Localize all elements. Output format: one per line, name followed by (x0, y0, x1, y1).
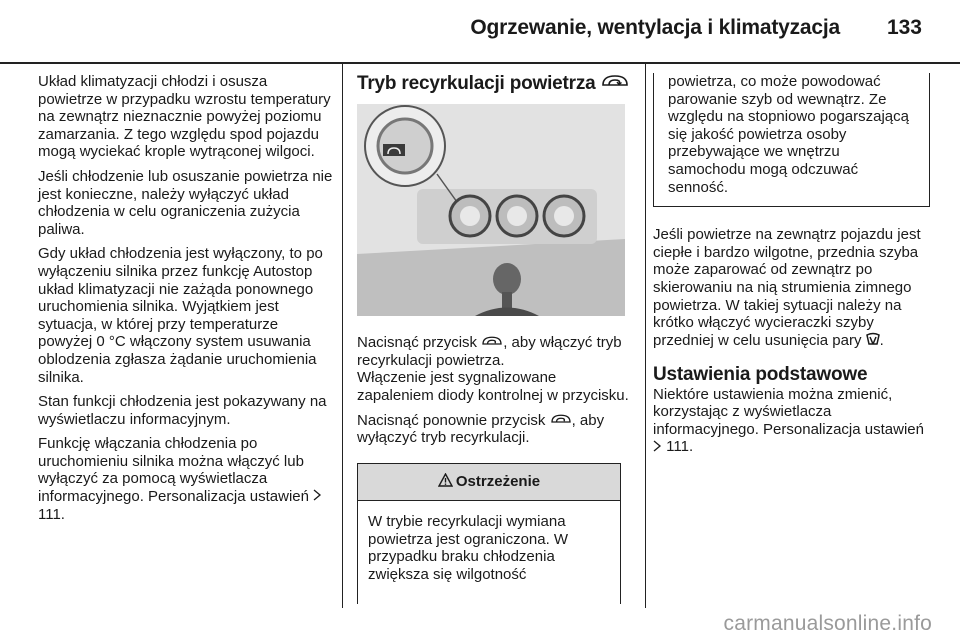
paragraph (653, 386, 928, 457)
warning-text: W trybie recyrkulacji wymiana powietrza jest ograniczona. W przypadku braku chłodzenia zwiększa się wilgotność (368, 513, 569, 583)
paragraph-text: , aby wyłączyć tryb recyrkulacji. (357, 411, 605, 447)
column-3 (653, 73, 928, 463)
paragraph: Układ klimatyzacji chłodzi i osusza powietrze w przypadku wzrostu temperatury na zewnątrz nieznacznie powyżej poziomu zamarzania. Z tego względu spod pojazdu mogą wyciekać krople wytrąconej wilgoci. (38, 73, 331, 161)
paragraph-text: Nacisnąć przycisk (357, 334, 478, 352)
paragraph: Stan funkcji chłodzenia jest pokazywany na wyświetlaczu informacyjnym. (38, 393, 327, 428)
paragraph-text: , aby włączyć tryb recyrkulacji powietrza. (357, 334, 622, 369)
recirculation-icon (481, 334, 503, 352)
page-number: 133 (886, 16, 922, 39)
warning-triangle-icon (438, 473, 453, 492)
paragraph (357, 334, 629, 405)
column-divider (342, 64, 343, 608)
column-1 (38, 73, 334, 530)
reference-arrow-icon (313, 488, 322, 506)
warning-box (357, 463, 621, 604)
section-heading: Ustawienia podstawowe (653, 363, 868, 385)
paragraph (653, 226, 928, 349)
column-2 (357, 73, 629, 604)
page-reference-link[interactable]: 111. (666, 438, 694, 456)
header-rule (0, 62, 960, 64)
paragraph-text: Nacisnąć ponownie przycisk (357, 411, 546, 429)
paragraph (38, 435, 334, 523)
section-title: Ogrzewanie, wentylacja i klimatyzacja (470, 16, 840, 39)
dashboard-photo (357, 104, 625, 316)
paragraph-text: Niektóre ustawienia można zmienić, korzystając z wyświetlacza informacyjnego. Personalizacja ustawień (653, 385, 924, 438)
paragraph (357, 412, 629, 447)
paragraph: Jeśli chłodzenie lub osuszanie powietrza nie jest konieczne, należy wyłączyć układ chłodzenia w celu ograniczenia zużycia paliwa. (38, 167, 333, 238)
warning-text: powietrza, co może powodować parowanie szyb od wewnątrz. Ze względu na stopniowo pogarszającą się jakość powietrza osoby przebywające we wnętrzu samochodu mogą odczuwać senność. (668, 73, 909, 196)
page-header (0, 0, 960, 66)
warning-box-continued (653, 73, 930, 207)
paragraph-text: Funkcję włączania chłodzenia po uruchomieniu silnika można włączyć lub wyłączyć za pomocą wyświetlacza informacyjnego. Personalizacja ustawień (38, 435, 309, 506)
paragraph-text: Włączenie jest sygnalizowane zapaleniem diody kontrolnej w przycisku. (357, 369, 629, 405)
warning-header (358, 464, 620, 501)
watermark: carmanualsonline.info (723, 612, 932, 635)
column-divider (645, 64, 646, 608)
warning-title: Ostrzeżenie (455, 473, 541, 491)
reference-arrow-icon (653, 439, 662, 457)
heading-text: Tryb recyrkulacji powietrza (357, 73, 596, 95)
section-heading (357, 73, 629, 95)
paragraph: Gdy układ chłodzenia jest wyłączony, to po wyłączeniu silnika przez funkcję Autostop układ klimatyzacji nie zażąda ponownego uruchomienia silnika. Wyjątkiem jest sytuacja, w której przy temperaturze powyżej 0 °C włączony system usuwania oblodzenia zgłasza żądanie uruchomienia silnika. (38, 245, 323, 386)
paragraph-text: . (879, 331, 884, 349)
paragraph-text: Jeśli powietrze na zewnątrz pojazdu jest ciepłe i bardzo wilgotne, przednia szyba może zaparować od zewnątrz po skierowaniu na nią strumienia zimnego powietrza. W takiej sytuacji należy na krótko włączyć wycieraczki szyby przedniej w celu usunięcia pary (653, 226, 921, 349)
recirculation-icon (550, 412, 572, 430)
windscreen-wiper-icon (866, 332, 880, 350)
recirculation-icon (601, 73, 629, 95)
page-reference-link[interactable]: 111. (38, 505, 65, 523)
